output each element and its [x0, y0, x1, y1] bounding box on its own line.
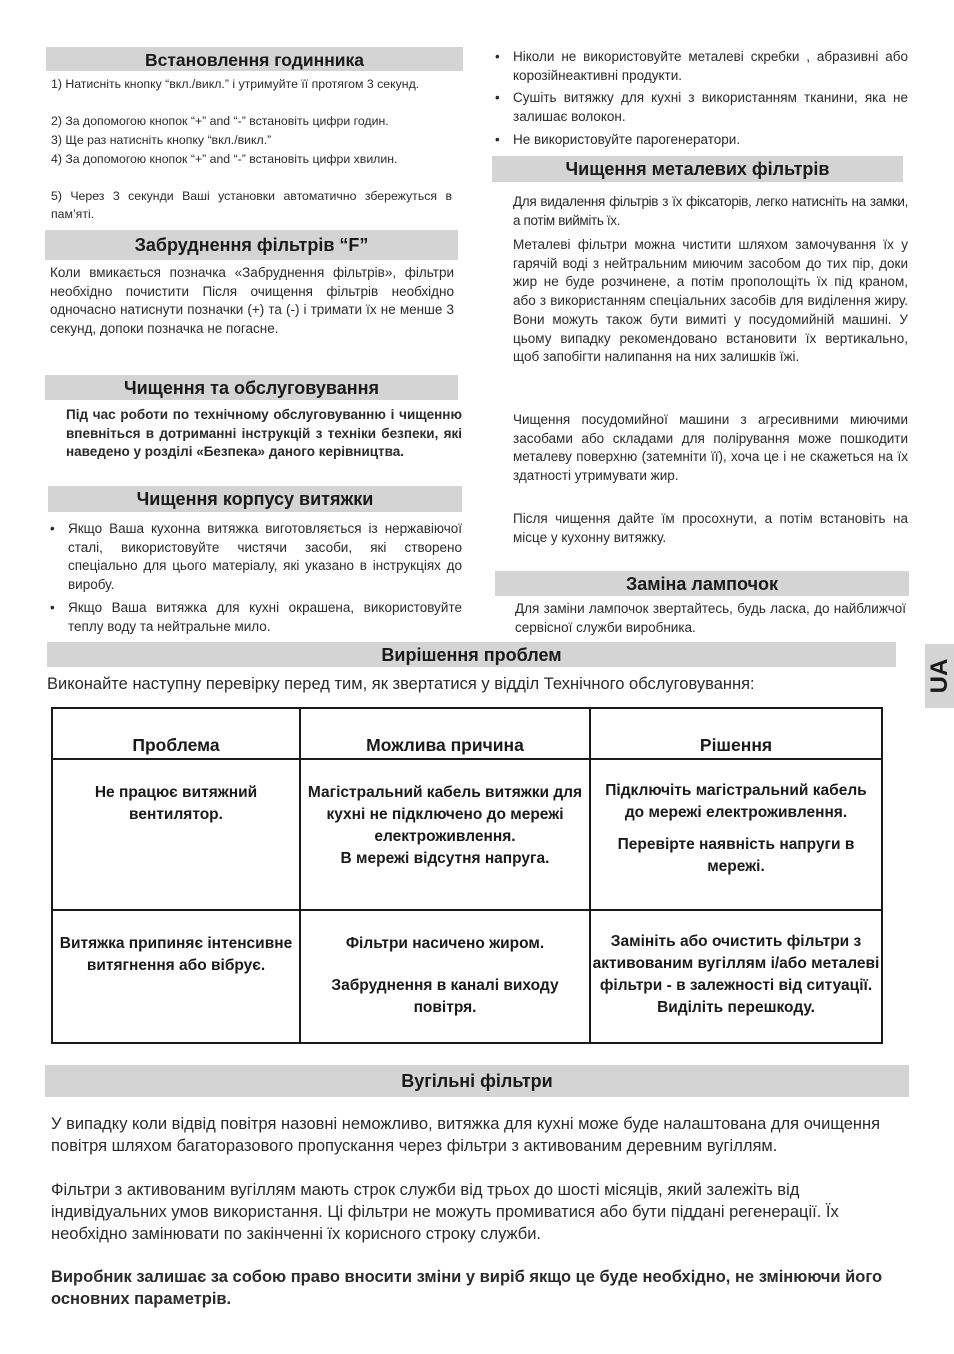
list-item: • Якщо Ваша кухонна витяжка виготовляється із нержавіючої сталі, використовуйте чистячи засоби, які створено спеціально для цього матеріалу, які указано в інструкціях до виробу. [46, 520, 462, 595]
list-item: • Ніколи не використовуйте металеві скребки , абразивні або корозійнеактивні продукти. [491, 48, 908, 85]
column-header-problem: Проблема [52, 708, 300, 759]
metal-filters-p2: Металеві фільтри можна чистити шляхом замочування їх у гарячій воді з нейтральним миючим засобом до тих пір, доки жир не буде розчинене, а потім прополощіть їх під краном, або з використанням спеціальних засобів для виділення жиру. Вони можуть також бути вимиті у посудомийній машині. У цьому випадку рекомендовано встановити їх вертикально, щоб запобігти налипання на них залишків їжі. [513, 237, 908, 365]
language-tab-label: UA [925, 658, 953, 694]
list-item: • Сушіть витяжку для кухні з використанням тканини, яка не залишає волокон. [491, 89, 908, 126]
problem-text: Витяжка припиняє інтенсивне витягнення або вібрує. [59, 935, 293, 974]
solution-text: Замініть або очистить фільтри з активованим вугіллям і/або металеві фільтри - в залежності від ситуації. Виділіть перешкоду. [592, 933, 880, 1016]
lamps-header: Заміна лампочок [495, 571, 909, 596]
table-row [52, 910, 882, 1043]
list-item: • Не використовуйте парогенератори. [491, 131, 908, 150]
clock-step-5: 5) Через 3 секунди Ваші установки автоматично збережуться в пам’яті. [51, 189, 452, 222]
body-cleaning-header: Чищення корпусу витяжки [48, 486, 462, 512]
metal-filters-p3: Чищення посудомийної машини з агресивними миючими засобами або складами для полірування може пошкодити металеву поверхню (затемніти її), хоча це і не скажеться на їх здатності утримувати жир. [513, 412, 908, 484]
charcoal-filters-header: Вугільні фільтри [45, 1065, 909, 1097]
maintenance-safety-note: Під час роботи по технічному обслуговуванню і чищенню впевніться в дотриманні інструкцій з техніки безпеки, які наведено у розділі «Безпека» даного керівництва. [66, 407, 462, 460]
charcoal-filters-p1: У випадку коли відвід повітря назовні неможливо, витяжка для кухні може буде налаштована для очищення повітря шляхом багаторазового пропускання через фільтри з активованим деревним вугіллям. [51, 1115, 881, 1155]
cause-text: Фільтри насичено жиром. [345, 935, 545, 952]
clock-section-header: Встановлення годинника [46, 47, 463, 71]
table-header-row [52, 708, 882, 759]
manufacturer-notice: Виробник залишає за собою право вносити зміни у виріб якщо це буде необхідно, не змінюючи його основних параметрів. [51, 1268, 883, 1308]
clock-step-1: 1) Натисніть кнопку “вкл./викл.” і утримуйте її протягом 3 секунд. [51, 77, 420, 91]
solution-text: Підключіть магістральний кабель до мережі електроживлення. [605, 782, 867, 821]
problem-cell [52, 759, 300, 910]
cause-text: Магістральний кабель витяжки для кухні не підключено до мережі електроживлення. В мережі відсутня напруга. [307, 784, 583, 867]
cause-text: Забруднення в каналі виходу повітря. [331, 977, 559, 1016]
table-row [52, 759, 882, 910]
language-tab [925, 644, 954, 708]
body-cleaning-list [46, 520, 462, 640]
column-header-cause: Можлива причина [300, 708, 590, 759]
maintenance-header: Чищення та обслуговування [45, 375, 458, 400]
clock-step-2: 2) За допомогою кнопок “+” and “-” встановіть цифри годин. [51, 114, 389, 128]
list-item: • Якщо Ваша витяжка для кухні окрашена, використовуйте теплу воду та нейтральне мило. [46, 599, 462, 636]
filter-alert-text: Коли вмикається позначка «Забруднення фільтрів», фільтри необхідно почистити Після очищення фільтрів необхідно одночасно натиснути позначки (+) та (-) і тримати їх не менше 3 секунд, допоки позначка не погасне. [50, 265, 454, 337]
problem-cell [52, 910, 300, 1043]
charcoal-filters-p2: Фільтри з активованим вугіллям мають строк служби від трьох до шості місяців, який залежіть від індивідуальних умов використання. Ці фільтри не можуть промиватися або бути піддані регенерації. Їх необхідно замінювати по закінченні їх корисного строку служби. [51, 1181, 839, 1243]
clock-step-4: 4) За допомогою кнопок “+” and “-” встановіть цифри хвилин. [51, 152, 398, 166]
column-header-solution: Рішення [590, 708, 882, 759]
metal-filters-header: Чищення металевих фільтрів [492, 156, 903, 182]
filter-alert-header: Забруднення фільтрів “F” [45, 230, 458, 260]
metal-filters-p1: Для видалення фільтрів з їх фіксаторів, легко натисніть на замки, а потім вийміть їх. [513, 194, 908, 228]
clock-step-3: 3) Ще раз натисніть кнопку “вкл./викл.” [51, 133, 272, 147]
cause-cell [300, 910, 590, 1043]
problem-text: Не працює витяжний вентилятор. [94, 784, 258, 823]
metal-filters-p4: Після чищення дайте їм просохнути, а потім встановіть на місце у кухонну витяжку. [513, 511, 908, 545]
troubleshooting-intro: Виконайте наступну перевірку перед тим, як звертатися у відділ Технічного обслуговування: [47, 675, 755, 693]
solution-text: Перевірте наявність напруги в мережі. [617, 836, 855, 875]
troubleshooting-table [51, 707, 883, 1044]
solution-cell [590, 910, 882, 1043]
cause-cell [300, 759, 590, 910]
troubleshooting-header: Вирішення проблем [47, 642, 896, 667]
cleaning-warnings-list [491, 48, 908, 154]
solution-cell [590, 759, 882, 910]
lamps-text: Для заміни лампочок звертайтесь, будь ласка, до найближчої сервісної служби виробника. [515, 601, 906, 635]
